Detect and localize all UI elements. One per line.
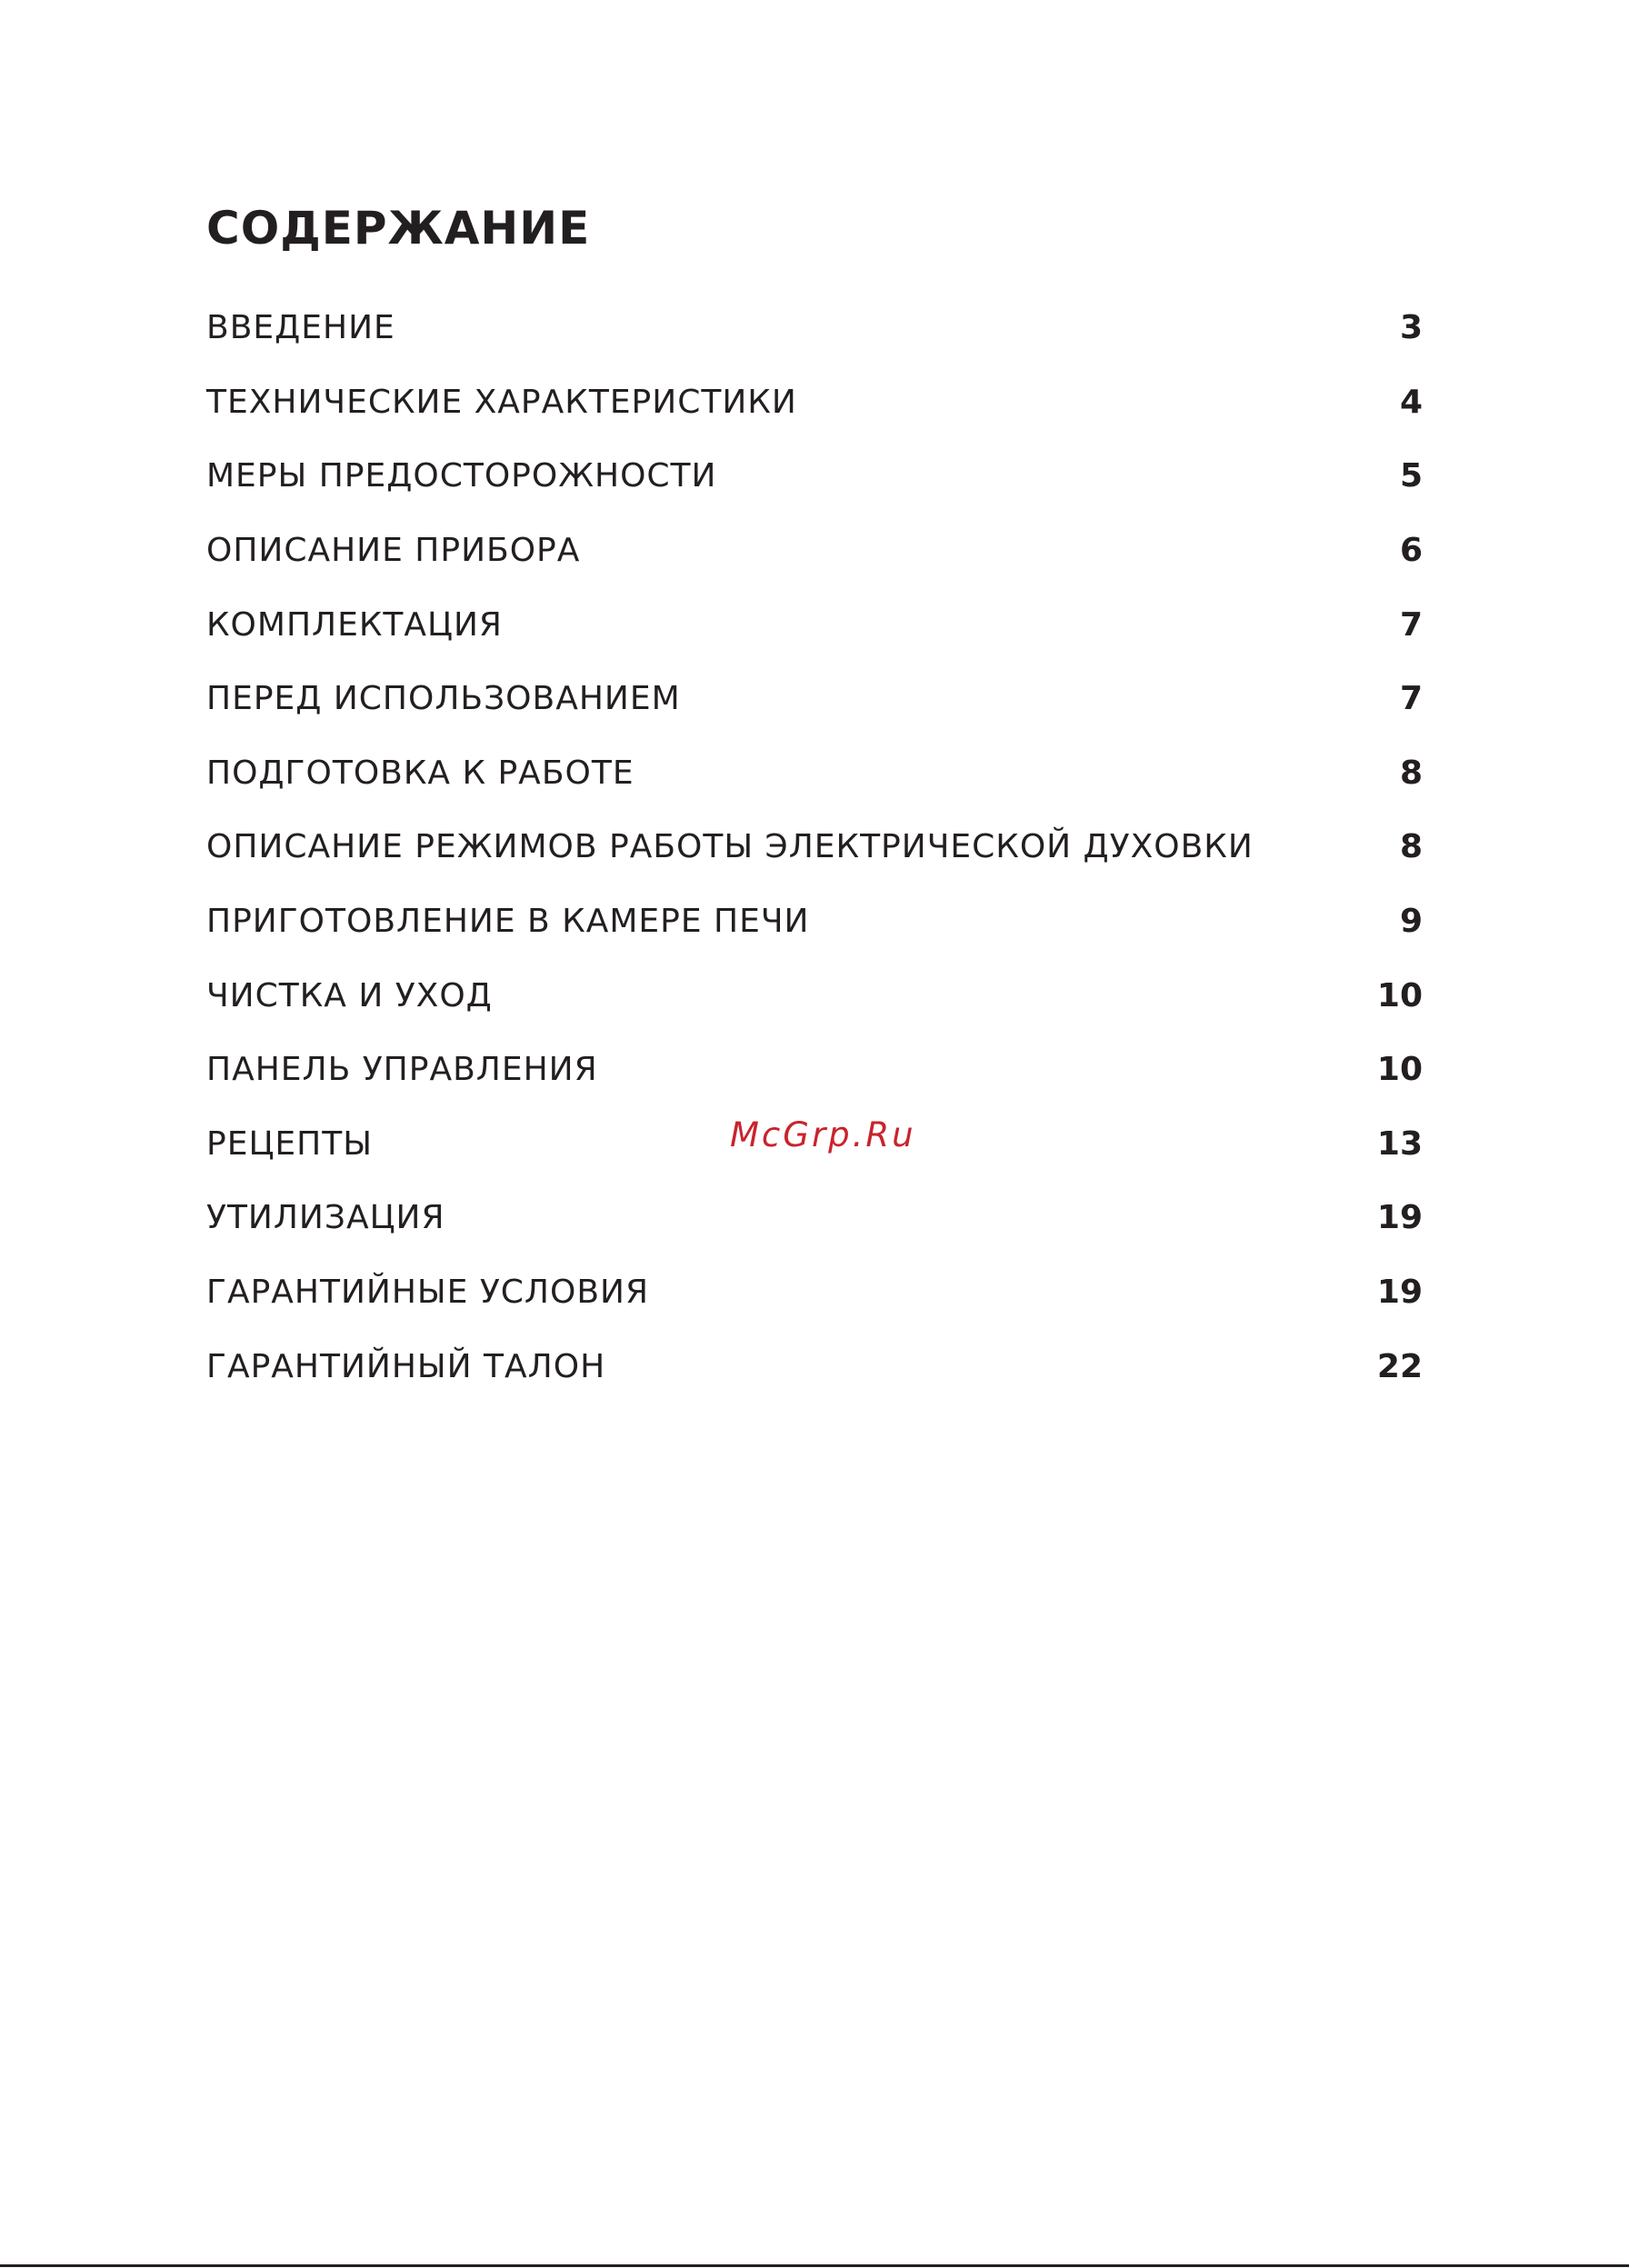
toc-item[interactable] — [206, 439, 1423, 514]
toc-item[interactable] — [206, 1033, 1423, 1107]
toc-item-page-number: 9 — [1399, 903, 1423, 941]
toc-item[interactable] — [206, 291, 1423, 365]
toc-item[interactable] — [206, 365, 1423, 440]
toc-item-page-number: 8 — [1399, 754, 1423, 792]
toc-item[interactable] — [206, 958, 1423, 1033]
toc-item-label: ОПИСАНИЕ РЕЖИМОВ РАБОТЫ ЭЛЕКТРИЧЕСКОЙ ДУХОВКИ — [206, 828, 1254, 866]
toc-item-page-number: 10 — [1376, 976, 1423, 1014]
watermark: McGrp.Ru — [730, 1115, 916, 1154]
toc-item[interactable] — [206, 662, 1423, 736]
toc-item-label: КОМПЛЕКТАЦИЯ — [206, 605, 503, 644]
toc-item-page-number: 6 — [1399, 532, 1423, 570]
toc-item-label: ОПИСАНИЕ ПРИБОРА — [206, 532, 581, 570]
toc-item-page-number: 22 — [1376, 1347, 1423, 1385]
toc-item-label: РЕЦЕПТЫ — [206, 1124, 373, 1163]
toc-item-page-number: 4 — [1399, 383, 1423, 421]
toc-item-page-number: 7 — [1399, 680, 1423, 718]
toc-item-label: МЕРЫ ПРЕДОСТОРОЖНОСТИ — [206, 457, 717, 495]
toc-item-label: ТЕХНИЧЕСКИЕ ХАРАКТЕРИСТИКИ — [206, 383, 797, 421]
toc-item-label: ГАРАНТИЙНЫЕ УСЛОВИЯ — [206, 1274, 649, 1312]
toc-item[interactable] — [206, 514, 1423, 588]
toc-item-page-number: 10 — [1376, 1051, 1423, 1089]
toc-item-label: ЧИСТКА И УХОД — [206, 976, 493, 1014]
toc-item[interactable] — [206, 736, 1423, 811]
toc-item-page-number: 19 — [1376, 1274, 1423, 1312]
table-of-contents — [206, 291, 1423, 1404]
toc-item[interactable] — [206, 1329, 1423, 1404]
toc-item-page-number: 19 — [1376, 1199, 1423, 1237]
toc-item[interactable] — [206, 587, 1423, 662]
toc-item-page-number: 3 — [1399, 309, 1423, 347]
toc-item-page-number: 13 — [1376, 1124, 1423, 1163]
toc-item-label: ПЕРЕД ИСПОЛЬЗОВАНИЕМ — [206, 680, 681, 718]
toc-item-label: ПОДГОТОВКА К РАБОТЕ — [206, 754, 635, 792]
toc-item-page-number: 7 — [1399, 605, 1423, 644]
toc-item[interactable] — [206, 810, 1423, 884]
toc-item-label: ПРИГОТОВЛЕНИЕ В КАМЕРЕ ПЕЧИ — [206, 903, 810, 941]
toc-item[interactable] — [206, 884, 1423, 959]
toc-item-label: УТИЛИЗАЦИЯ — [206, 1199, 445, 1237]
toc-item[interactable] — [206, 1181, 1423, 1255]
toc-item-page-number: 8 — [1399, 828, 1423, 866]
page-title: СОДЕРЖАНИЕ — [206, 202, 591, 255]
toc-item-page-number: 5 — [1399, 457, 1423, 495]
toc-item-label: ПАНЕЛЬ УПРАВЛЕНИЯ — [206, 1051, 598, 1089]
toc-item-label: ГАРАНТИЙНЫЙ ТАЛОН — [206, 1347, 606, 1385]
bottom-divider — [0, 2264, 1629, 2267]
toc-item-label: ВВЕДЕНИЕ — [206, 309, 395, 347]
toc-item[interactable] — [206, 1255, 1423, 1330]
